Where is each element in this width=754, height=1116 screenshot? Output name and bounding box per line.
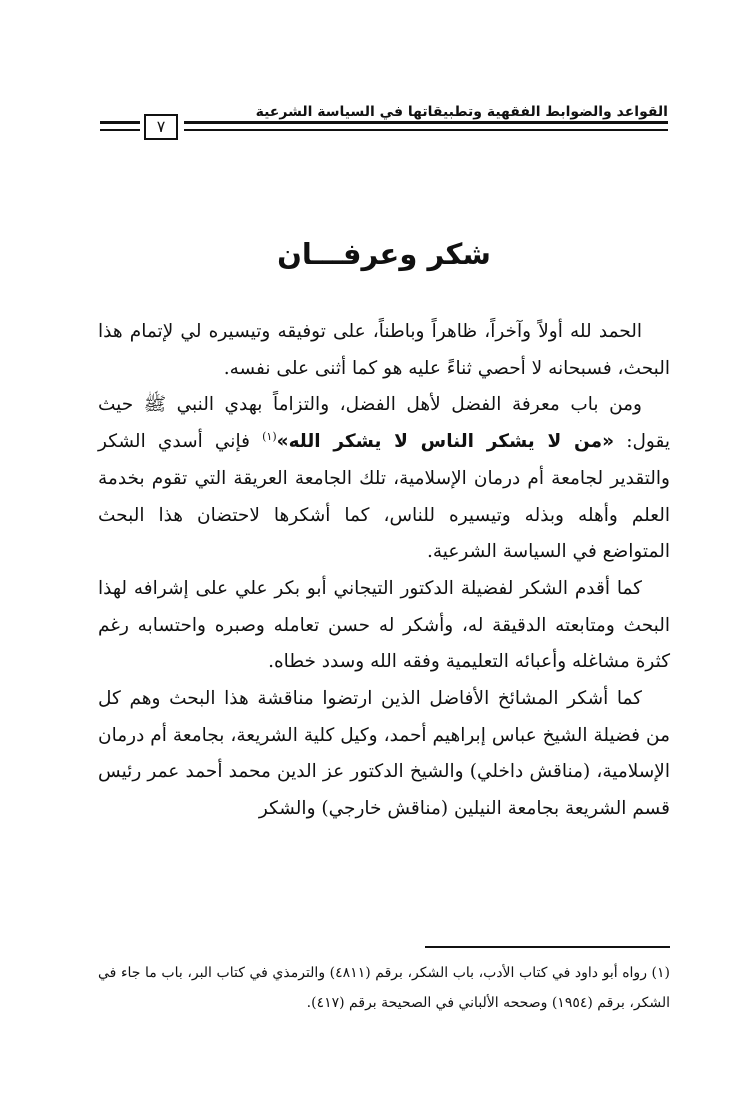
header-rule-left-bottom — [100, 129, 140, 131]
hadith-quote: «من لا يشكر الناس لا يشكر الله» — [276, 431, 615, 453]
header-rule-right-bottom — [184, 129, 668, 131]
footnote: (١) رواه أبو داود في كتاب الأدب، باب الشكر، برقم (٤٨١١) والترمذي في كتاب البر، باب ما جاء في الشكر، برقم (١٩٥٤) وصححه الألباني في الصحيحة برقم (٤١٧). — [98, 965, 671, 1011]
paragraph-2-rest: فإني أسدي الشكر والتقدير لجامعة أم درمان الإسلامية، تلك الجامعة العريقة التي تقوم بخدمة العلم وأهله وبذله وتيسيره للناس، كما أشكرها لاحتضان هذا البحث المتواضع في السياسة الشرعية. — [98, 431, 670, 563]
body-text — [98, 314, 670, 828]
footnote-reference[interactable]: (١) — [262, 429, 277, 443]
paragraph-2 — [98, 387, 670, 571]
page-title: شكر وعرفـــان — [277, 237, 491, 271]
header-rule-right-top — [184, 121, 668, 124]
paragraph-4: كما أشكر المشائخ الأفاضل الذين ارتضوا مناقشة هذا البحث وهم كل من فضيلة الشيخ عباس إبراهيم أحمد، وكيل كلية الشريعة، بجامعة أم درمان الإسلامية، (مناقش داخلي) والشيخ الدكتور عز الدين محمد أحمد عمر رئيس قسم الشريعة بجامعة النيلين (مناقش خارجي) والشكر — [98, 688, 670, 820]
header-rule-left-top — [100, 121, 140, 124]
running-header — [100, 98, 668, 146]
paragraph-2-intro: ومن باب معرفة الفضل لأهل الفضل، والتزاماً بهدي النبي ﷺ حيث يقول: — [98, 394, 670, 453]
page-number: ٧ — [144, 114, 178, 140]
running-header-title: القواعد والضوابط الفقهية وتطبيقاتها في السياسة الشرعية — [255, 104, 668, 120]
paragraph-3: كما أقدم الشكر لفضيلة الدكتور التيجاني أبو بكر علي على إشرافه لهذا البحث ومتابعته الدقيقة له، وأشكر له حسن تعامله وصبره واحتسابه رغم كثرة مشاغله وأعبائه التعليمية وفقه الله وسدد خطاه. — [98, 577, 670, 673]
footnote-separator — [425, 946, 670, 948]
paragraph-1: الحمد لله أولاً وآخراً، ظاهراً وباطناً، على توفيقه وتيسيره لي لإتمام هذا البحث، فسبحانه لا أحصي ثناءً عليه هو كما أثنى على نفسه. — [98, 321, 670, 379]
